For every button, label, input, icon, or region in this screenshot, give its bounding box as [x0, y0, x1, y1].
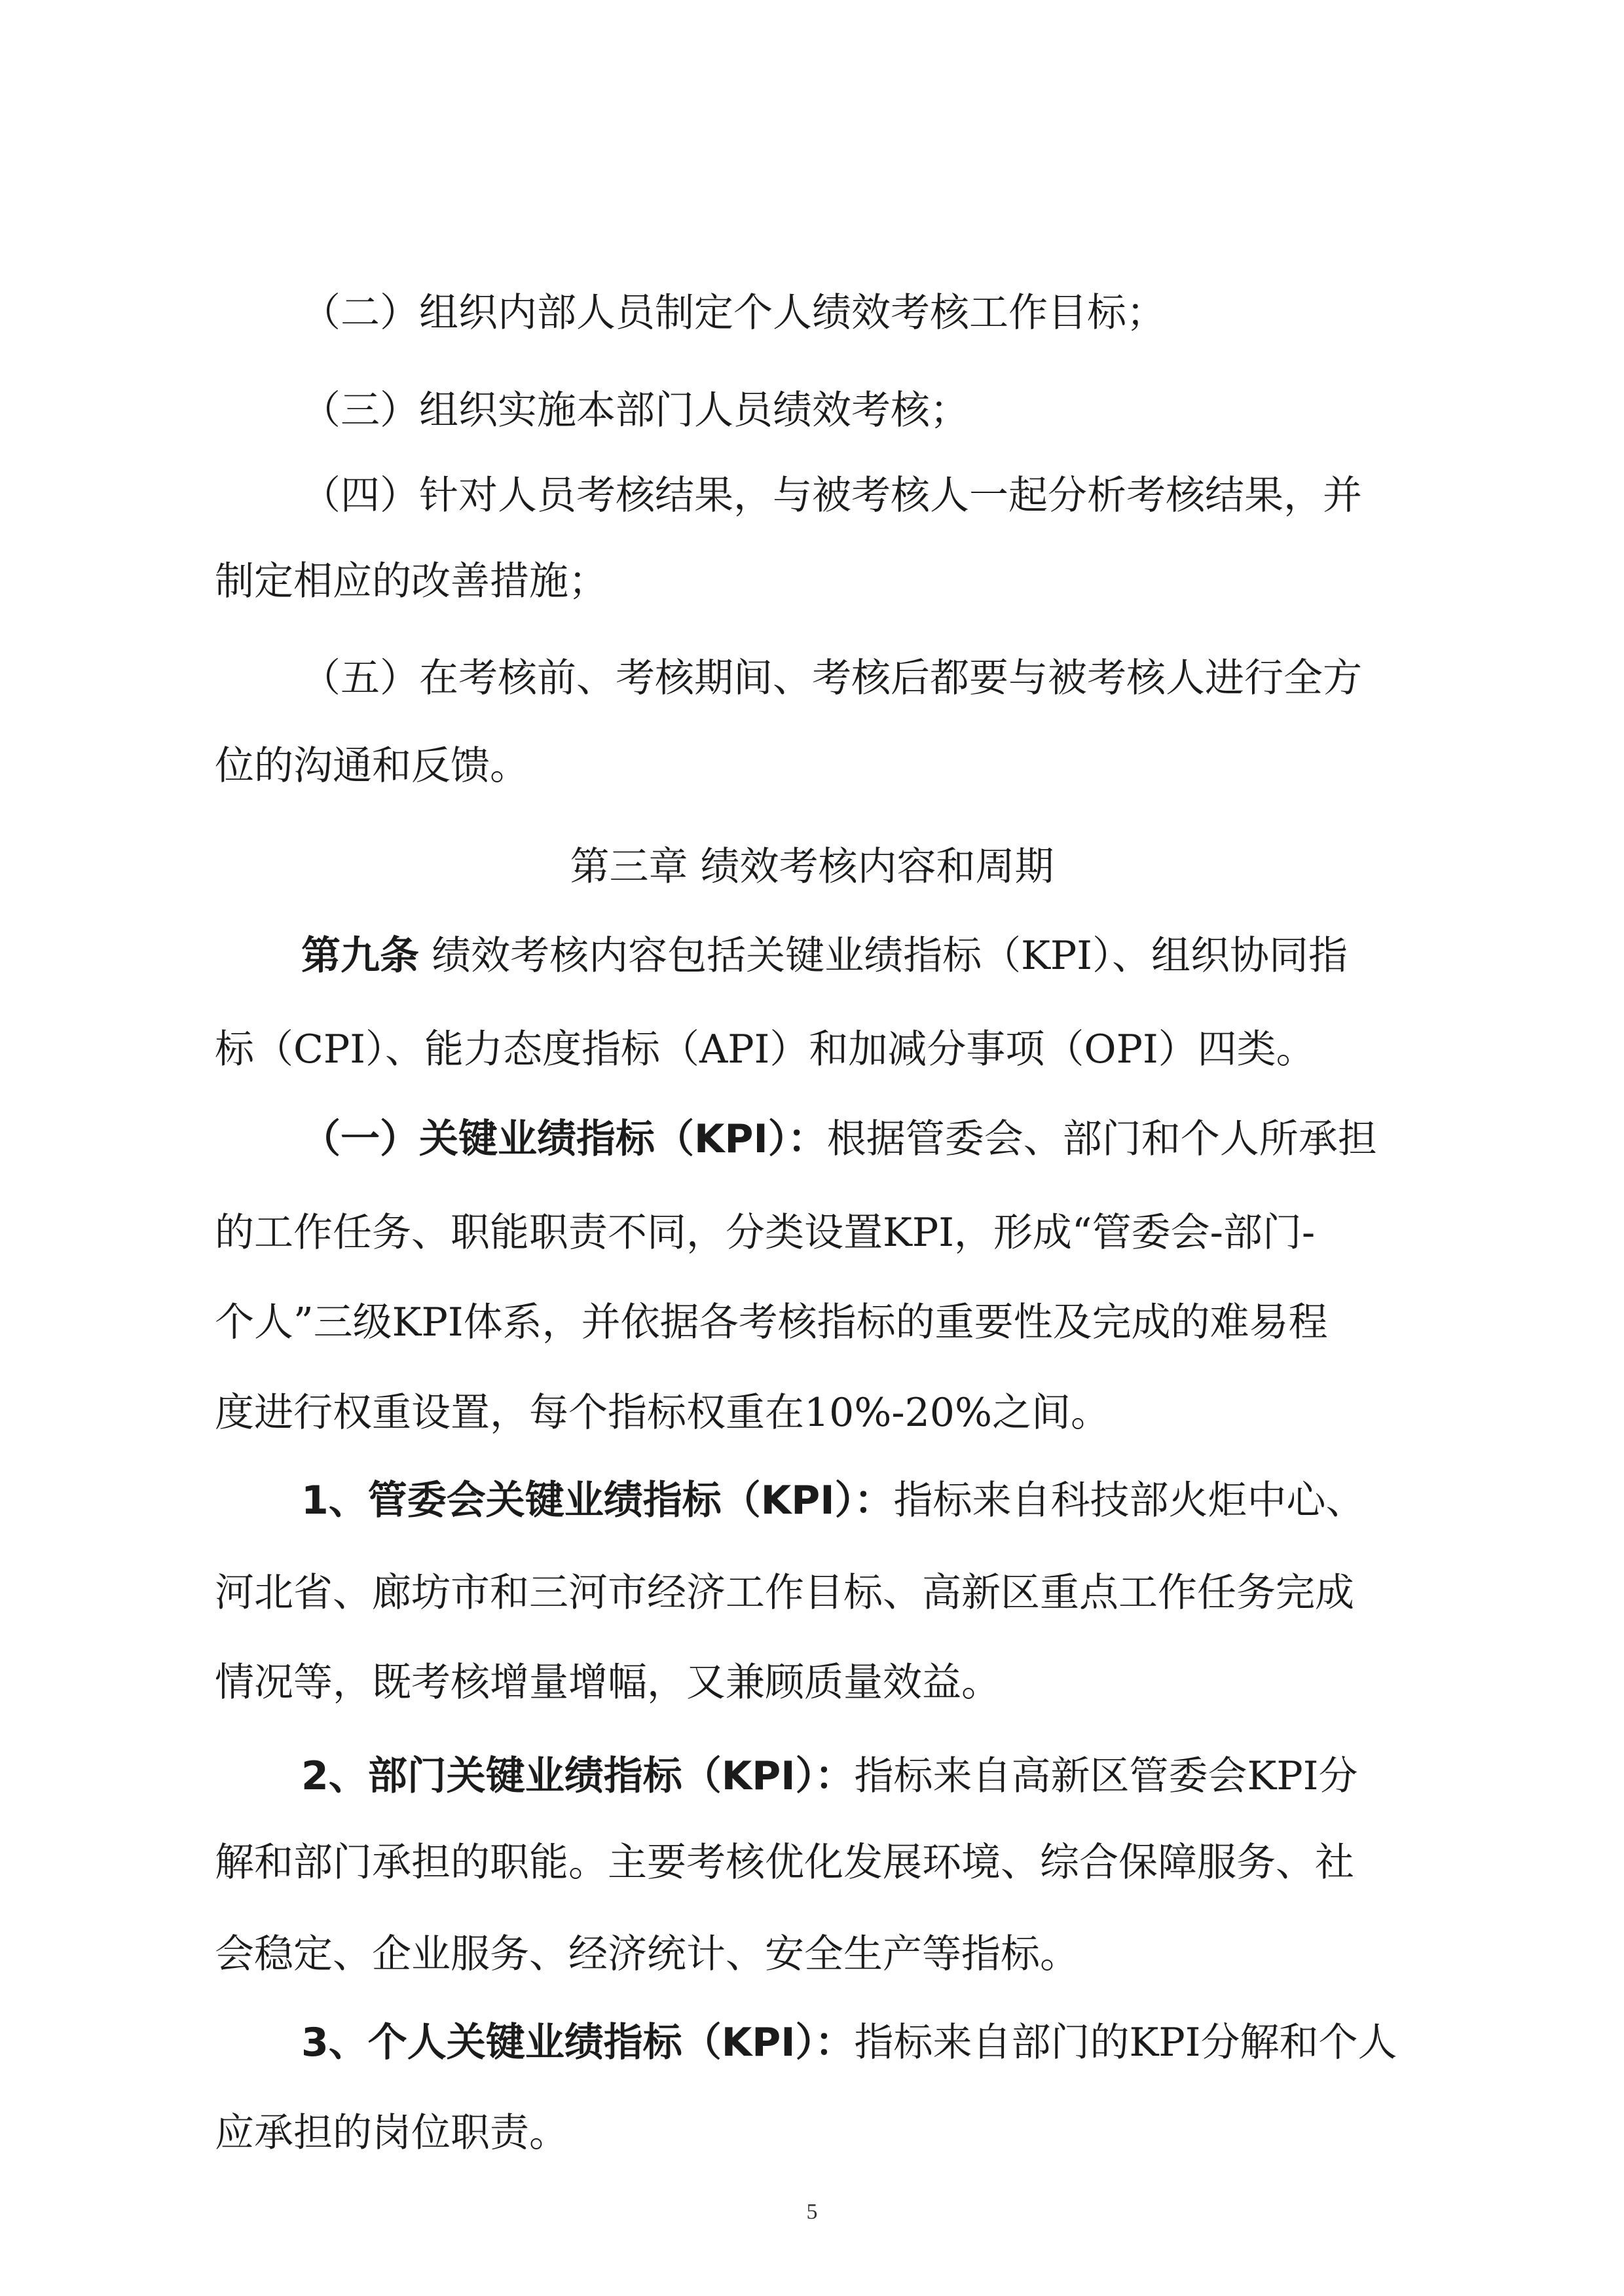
text-line: （四）针对人员考核结果，与被考核人一起分析考核结果，并	[301, 473, 1362, 519]
section-text: 根据管委会、部门和个人所承担	[826, 1116, 1377, 1162]
page-number: 5	[806, 2200, 818, 2224]
text-line: 应承担的岗位职责。	[215, 2110, 568, 2156]
text-line: （二）组织内部人员制定个人绩效考核工作目标；	[301, 290, 1166, 336]
text-line: 会稳定、企业服务、经济统计、安全生产等指标。	[215, 1931, 1079, 1977]
text-line: 个人”三级KPI体系，并依据各考核指标的重要性及完成的难易程	[215, 1300, 1328, 1345]
text-line: 的工作任务、职能职责不同，分类设置KPI，形成“管委会-部门-	[215, 1210, 1316, 1256]
text-line: （三）组织实施本部门人员绩效考核；	[301, 388, 969, 433]
text-line: 位的沟通和反馈。	[215, 743, 529, 789]
text-line: 标（CPI）、能力态度指标（API）和加减分事项（OPI）四类。	[215, 1027, 1316, 1072]
item-label: 1、管委会关键业绩指标（KPI）：	[301, 1478, 894, 1523]
item-text: 指标来自部门的KPI分解和个人	[854, 2020, 1397, 2066]
item-line	[301, 1478, 1365, 1523]
chapter-heading: 第三章 绩效考核内容和周期	[570, 844, 1054, 890]
text-line: （五）在考核前、考核期间、考核后都要与被考核人进行全方	[301, 655, 1362, 701]
item-line	[301, 1753, 1358, 1799]
section-label: （一）关键业绩指标（KPI）：	[301, 1116, 827, 1162]
item-line	[301, 2020, 1397, 2066]
article-text: 绩效考核内容包括关键业绩指标（KPI）、组织协同指	[419, 933, 1348, 979]
text-line: 制定相应的改善措施；	[215, 558, 608, 604]
section-line	[301, 1116, 1377, 1162]
article-line	[301, 933, 1348, 979]
article-label: 第九条	[301, 933, 419, 979]
item-text: 指标来自高新区管委会KPI分	[854, 1753, 1358, 1799]
item-text: 指标来自科技部火炬中心、	[893, 1478, 1365, 1523]
text-line: 度进行权重设置，每个指标权重在10%-20%之间。	[215, 1390, 1110, 1436]
item-label: 3、个人关键业绩指标（KPI）：	[301, 2020, 855, 2066]
item-label: 2、部门关键业绩指标（KPI）：	[301, 1753, 855, 1799]
text-line: 解和部门承担的职能。主要考核优化发展环境、综合保障服务、社	[215, 1840, 1354, 1886]
text-line: 河北省、廊坊市和三河市经济工作目标、高新区重点工作任务完成	[215, 1570, 1354, 1616]
text-line: 情况等，既考核增量增幅，又兼顾质量效益。	[215, 1660, 1001, 1705]
